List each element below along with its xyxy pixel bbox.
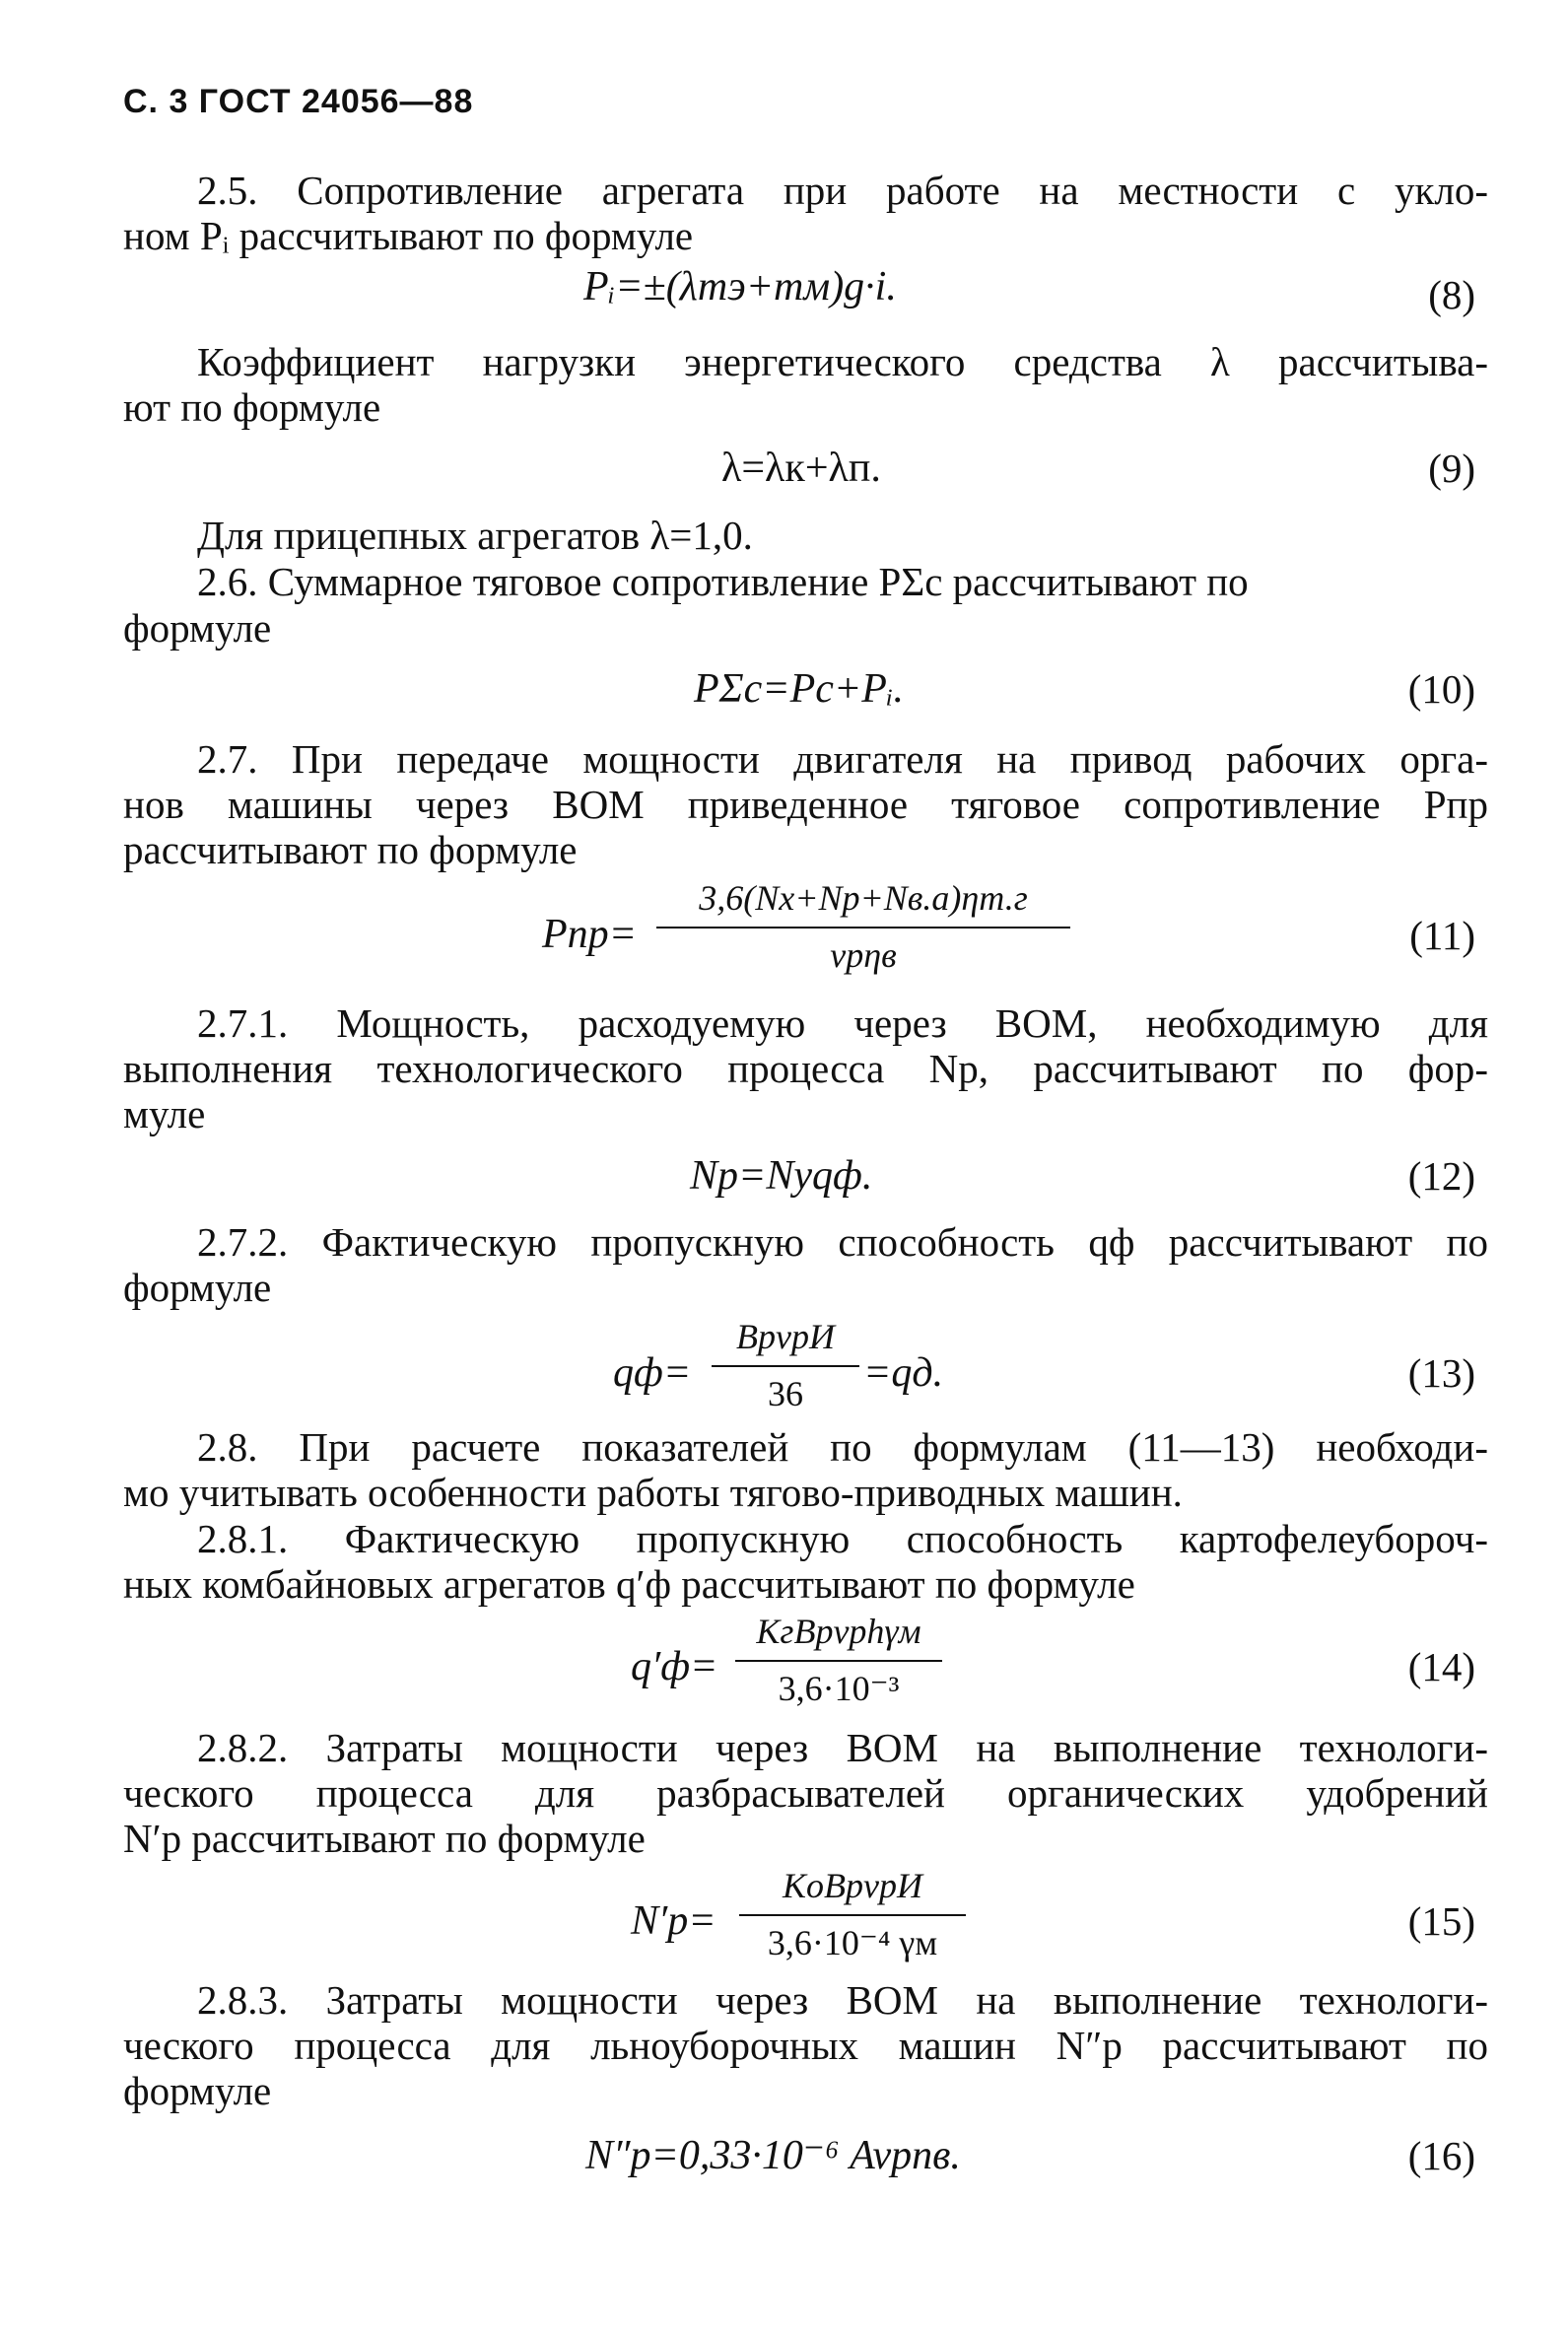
equation-number-9: (9): [1428, 446, 1475, 491]
page-header: С. 3 ГОСТ 24056—88: [123, 83, 474, 120]
formula-15-left: N′р=: [631, 1898, 716, 1944]
equation-number-11: (11): [1409, 913, 1475, 958]
paragraph-2-7-1-line-1: 2.7.1. Мощность, расходуемую через ВОМ, необходимую для: [197, 1000, 1488, 1046]
paragraph-2-7-1-line-2: выполнения технологического процесса Nр, рассчитывают по фор-: [123, 1046, 1488, 1091]
equation-number-8: (8): [1428, 272, 1475, 317]
formula-11-left: Pпр=: [542, 912, 637, 957]
formula-13-fraction: [712, 1316, 859, 1424]
formula-16: N″р=0,33·10⁻⁶ Avрnв.: [585, 2133, 961, 2178]
paragraph-2-8-1-line-1: 2.8.1. Фактическую пропускную способность картофелеубороч-: [197, 1516, 1488, 1561]
formula-13-left: qф=: [613, 1350, 692, 1396]
formula-10: PΣс=Pс+Pᵢ.: [694, 666, 905, 712]
fraction-bar: [656, 927, 1070, 929]
fraction-bar: [739, 1914, 966, 1916]
fraction-bar: [712, 1365, 859, 1367]
equation-number-16: (16): [1407, 2133, 1475, 2178]
formula-13-numerator: BрvрИ: [736, 1317, 835, 1356]
formula-13-right: =qд.: [863, 1350, 944, 1396]
equation-number-15: (15): [1407, 1898, 1475, 1944]
paragraph-2-7-2-line-1: 2.7.2. Фактическую пропускную способность qф рассчитывают по: [197, 1219, 1488, 1265]
paragraph-2-7-1-line-3: муле: [123, 1091, 206, 1136]
coefficient-line-1: Коэффициент нагрузки энергетического средства λ рассчитыва-: [197, 339, 1488, 384]
formula-15-numerator: KоBрvрИ: [783, 1866, 922, 1905]
paragraph-2-7-line-3: рассчитывают по формуле: [123, 827, 578, 872]
paragraph-2-6-line-2: формуле: [123, 605, 272, 651]
formula-14-denominator: 3,6·10⁻³: [778, 1669, 900, 1708]
fraction-bar: [735, 1660, 942, 1662]
equation-number-14: (14): [1407, 1644, 1475, 1689]
formula-11-fraction: [656, 877, 1070, 986]
paragraph-2-8-3-line-1: 2.8.3. Затраты мощности через ВОМ на выполнение технологи-: [197, 1977, 1488, 2023]
formula-11-numerator: 3,6(Nх+Nр+Nв.а)ηт.г: [699, 878, 1028, 918]
paragraph-2-8-2-line-2: ческого процесса для разбрасывателей органических удобрений: [123, 1770, 1488, 1816]
formula-12: Nр=Nуqф.: [690, 1153, 873, 1199]
paragraph-2-7-2-line-2: формуле: [123, 1265, 272, 1310]
equation-number-12: (12): [1407, 1153, 1475, 1199]
equation-number-13: (13): [1407, 1350, 1475, 1396]
formula-15-denominator: 3,6·10⁻⁴ γм: [767, 1923, 938, 1962]
paragraph-2-8-line-2: мо учитывать особенности работы тягово-приводных машин.: [123, 1470, 1183, 1515]
formula-11-denominator: vрηв: [830, 935, 897, 975]
paragraph-2-5-line-2: ном Pᵢ рассчитывают по формуле: [123, 213, 694, 258]
equation-number-10: (10): [1407, 666, 1475, 712]
paragraph-2-8-2-line-1: 2.8.2. Затраты мощности через ВОМ на выполнение технологи-: [197, 1725, 1488, 1770]
paragraph-2-7-line-2: нов машины через ВОМ приведенное тяговое сопротивление Pпр: [123, 782, 1488, 827]
paragraph-2-5-line-1: 2.5. Сопротивление агрегата при работе на местности с укло-: [197, 168, 1488, 213]
formula-14-fraction: [735, 1611, 942, 1719]
paragraph-2-8-3-line-2: ческого процесса для льноуборочных машин N″р рассчитывают по: [123, 2023, 1488, 2068]
paragraph-2-8-2-line-3: N′р рассчитывают по формуле: [123, 1816, 646, 1861]
formula-9: λ=λк+λп.: [721, 446, 881, 491]
formula-14-numerator: KгBрvрhγм: [756, 1612, 921, 1651]
paragraph-2-8-line-1: 2.8. При расчете показателей по формулам (11—13) необходи-: [197, 1424, 1488, 1470]
paragraph-2-6-line-1: 2.6. Суммарное тяговое сопротивление PΣс рассчитывают по: [197, 559, 1249, 604]
coefficient-line-2: ют по формуле: [123, 384, 381, 430]
paragraph-2-7-line-1: 2.7. При передаче мощности двигателя на привод рабочих орга-: [197, 736, 1488, 782]
formula-13-denominator: 36: [768, 1374, 803, 1413]
trailer-note: Для прицепных агрегатов λ=1,0.: [197, 513, 753, 558]
formula-8: Pᵢ=±(λmэ+mм)g·i.: [583, 264, 897, 310]
paragraph-2-8-3-line-3: формуле: [123, 2068, 272, 2113]
formula-15-fraction: [739, 1865, 966, 1973]
paragraph-2-8-1-line-2: ных комбайновых агрегатов q′ф рассчитывают по формуле: [123, 1561, 1135, 1607]
formula-14-left: q′ф=: [631, 1644, 718, 1689]
